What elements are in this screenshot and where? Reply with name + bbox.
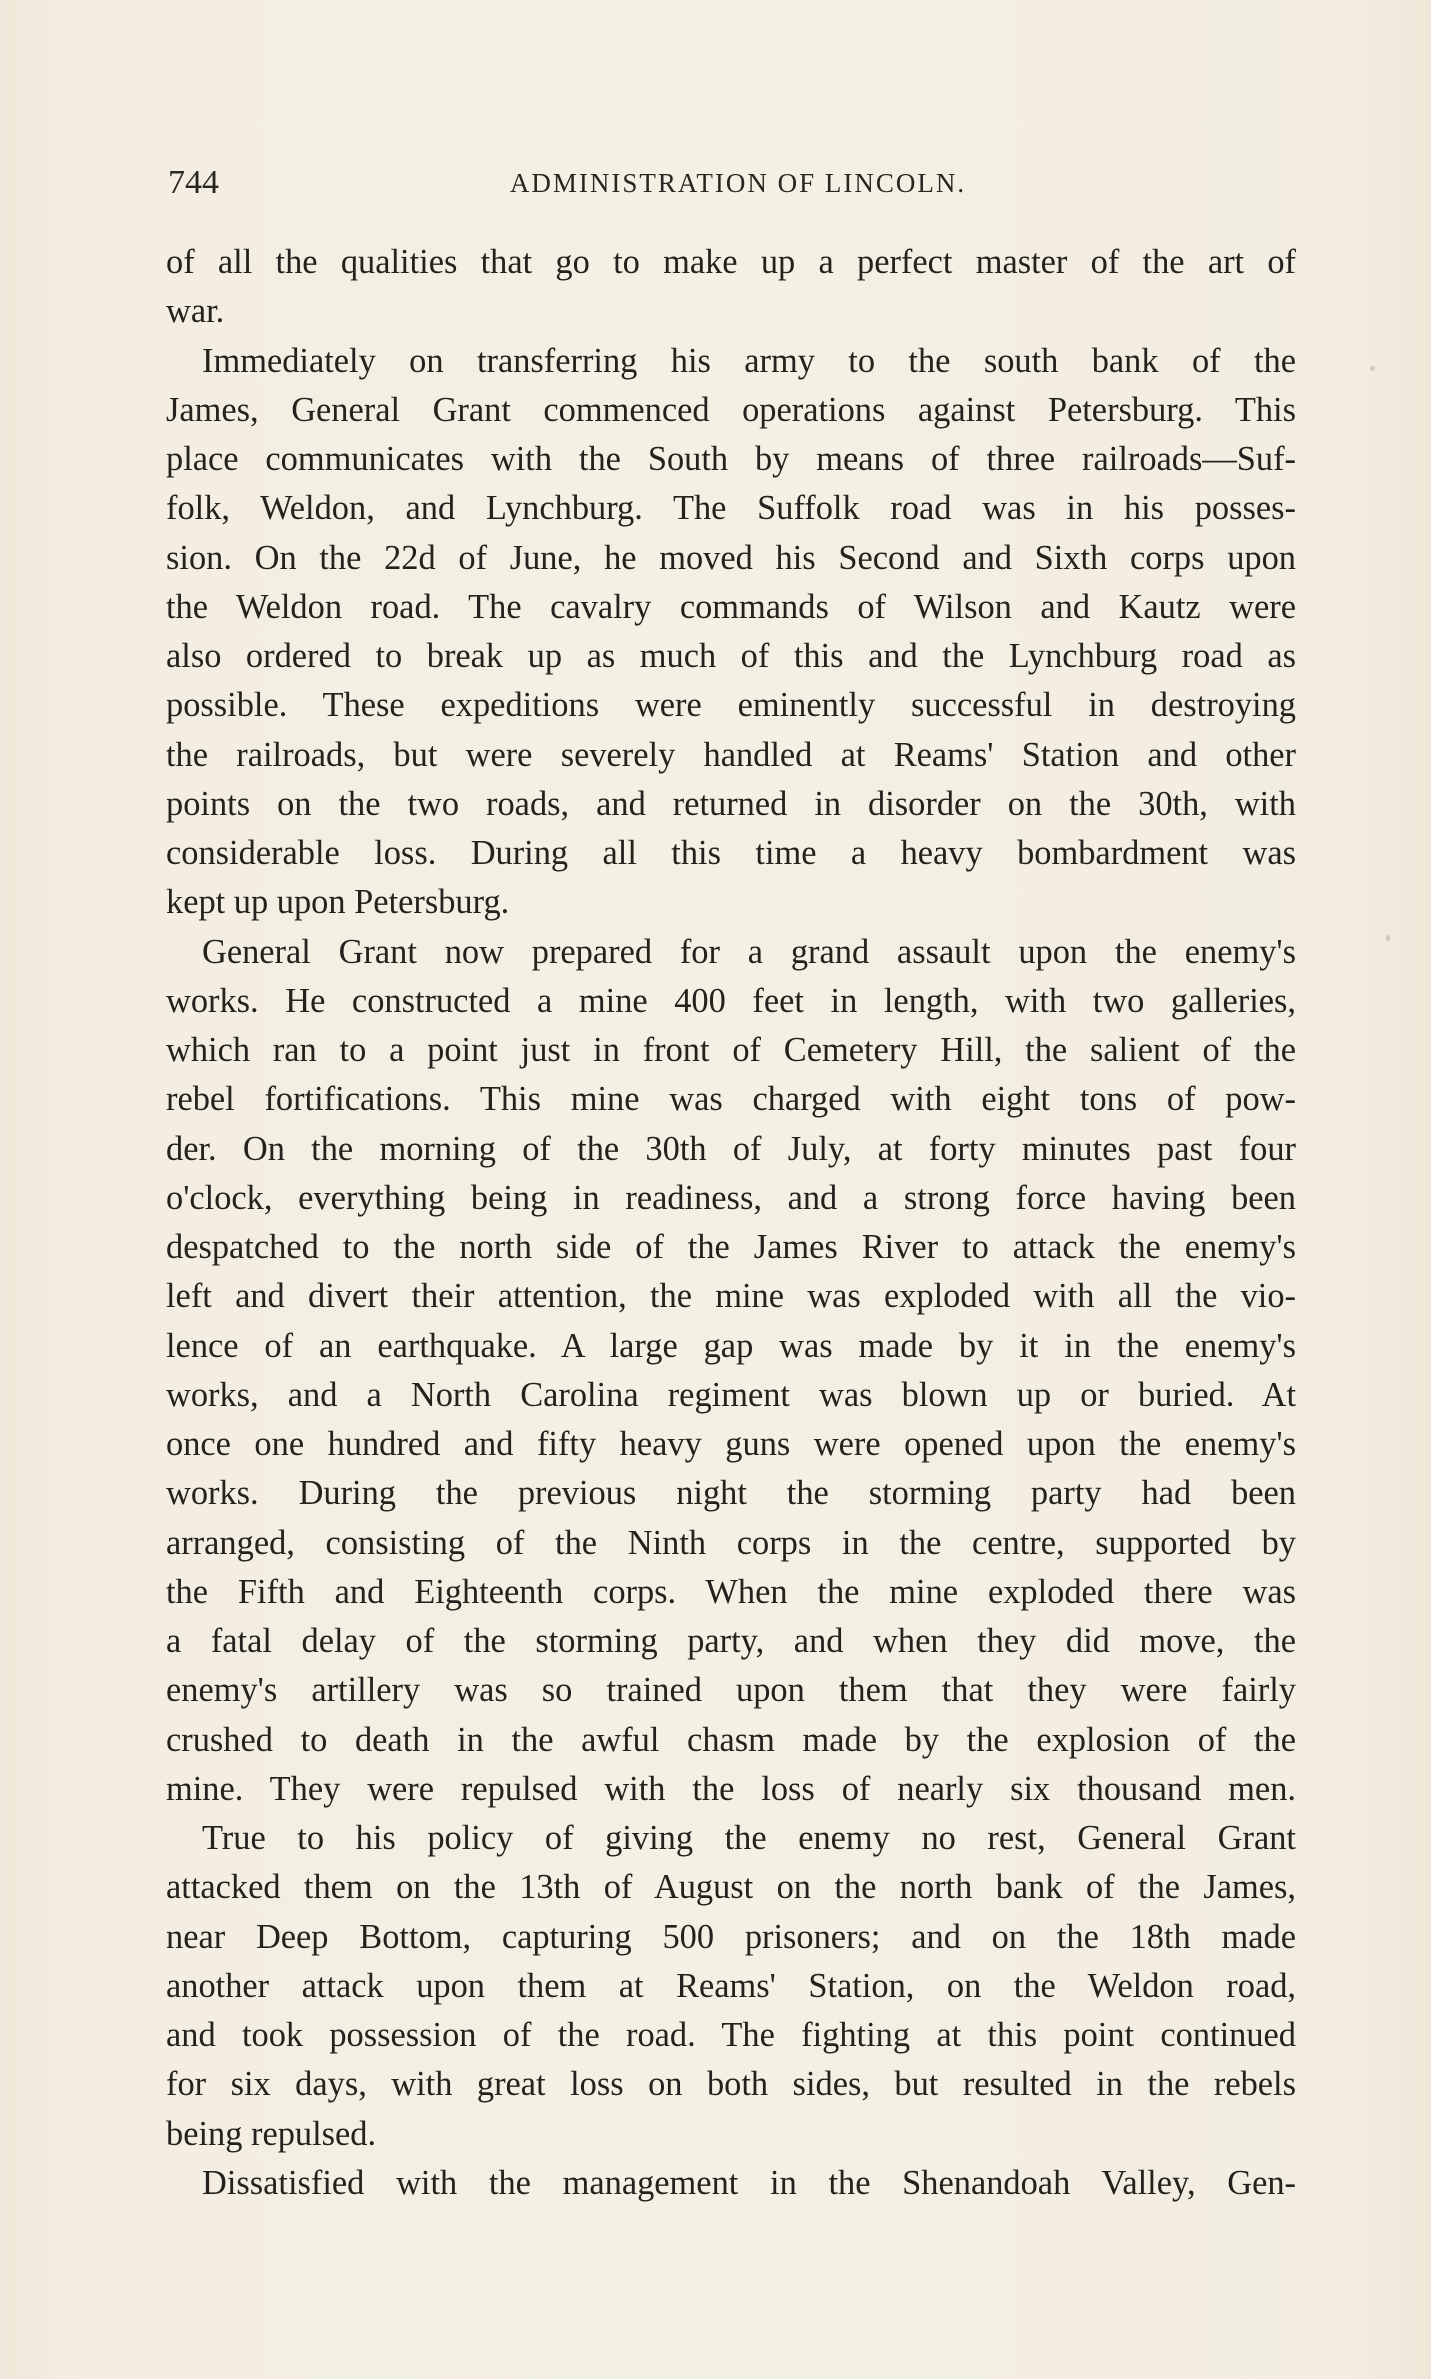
text-line: General Grant now prepared for a grand assault upon the enemy's: [202, 932, 1296, 971]
text-line: place communicates with the South by means of three railroads—Suf-: [166, 440, 1296, 478]
running-title: ADMINISTRATION OF LINCOLN.: [509, 168, 967, 198]
text-line: arranged, consisting of the Ninth corps in the centre, supported by: [166, 1523, 1296, 1562]
text-line: near Deep Bottom, capturing 500 prisoners; and on the 18th made: [166, 1917, 1296, 1956]
body-text: [166, 238, 1296, 2208]
text-line: also ordered to break up as much of this and the Lynchburg road as: [166, 637, 1296, 675]
text-line: lence of an earthquake. A large gap was made by it in the enemy's: [166, 1326, 1296, 1365]
text-line: der. On the morning of the 30th of July, at forty minutes past four: [166, 1129, 1296, 1168]
paper-speck: [1386, 935, 1390, 941]
text-line: enemy's artillery was so trained upon them that they were fairly: [166, 1671, 1296, 1710]
text-line: works, and a North Carolina regiment was blown up or buried. At: [166, 1375, 1296, 1414]
text-line: folk, Weldon, and Lynchburg. The Suffolk road was in his posses-: [166, 489, 1296, 528]
text-line: for six days, with great loss on both sides, but resulted in the rebels: [166, 2065, 1296, 2104]
page-number: 744: [168, 164, 219, 201]
text-line: despatched to the north side of the James River to attack the enemy's: [166, 1228, 1296, 1266]
text-line: the Weldon road. The cavalry commands of Wilson and Kautz were: [166, 587, 1296, 626]
text-line: kept up upon Petersburg.: [166, 883, 510, 922]
text-line: rebel fortifications. This mine was charged with eight tons of pow-: [166, 1080, 1296, 1119]
text-line: works. During the previous night the storming party had been: [166, 1474, 1296, 1513]
text-line: points on the two roads, and returned in disorder on the 30th, with: [166, 784, 1296, 823]
text-line: James, General Grant commenced operations against Petersburg. This: [166, 390, 1296, 429]
text-line: mine. They were repulsed with the loss of nearly six thousand men.: [166, 1769, 1296, 1808]
text-line: the Fifth and Eighteenth corps. When the mine exploded there was: [166, 1572, 1296, 1611]
paper-speck: [1370, 366, 1375, 371]
text-line: the railroads, but were severely handled at Reams' Station and other: [166, 735, 1296, 774]
running-head: [168, 158, 1308, 208]
text-line: o'clock, everything being in readiness, and a strong force having been: [166, 1178, 1296, 1217]
text-line: attacked them on the 13th of August on the north bank of the James,: [166, 1868, 1296, 1907]
text-line: war.: [166, 292, 225, 331]
text-line: a fatal delay of the storming party, and when they did move, the: [166, 1622, 1296, 1660]
text-line: being repulsed.: [166, 2114, 377, 2153]
text-line: True to his policy of giving the enemy no rest, General Grant: [202, 1819, 1296, 1857]
text-line: and took possession of the road. The fighting at this point continued: [166, 2016, 1296, 2054]
text-line: left and divert their attention, the mine was exploded with all the vio-: [166, 1277, 1296, 1316]
text-line: crushed to death in the awful chasm made by the explosion of the: [166, 1720, 1296, 1759]
text-line: works. He constructed a mine 400 feet in length, with two galleries,: [166, 981, 1296, 1020]
text-line: Immediately on transferring his army to the south bank of the: [202, 341, 1296, 380]
text-line: considerable loss. During all this time a heavy bombardment was: [166, 834, 1296, 872]
text-line: sion. On the 22d of June, he moved his Second and Sixth corps upon: [166, 538, 1296, 577]
text-line: once one hundred and fifty heavy guns were opened upon the enemy's: [166, 1425, 1296, 1463]
text-line: of all the qualities that go to make up a perfect master of the art of: [166, 243, 1296, 281]
text-line: Dissatisfied with the management in the Shenandoah Valley, Gen-: [202, 2163, 1296, 2202]
text-line: another attack upon them at Reams' Station, on the Weldon road,: [166, 1966, 1296, 2005]
text-line: possible. These expeditions were eminently successful in destroying: [166, 686, 1296, 725]
text-line: which ran to a point just in front of Cemetery Hill, the salient of the: [166, 1031, 1296, 1069]
